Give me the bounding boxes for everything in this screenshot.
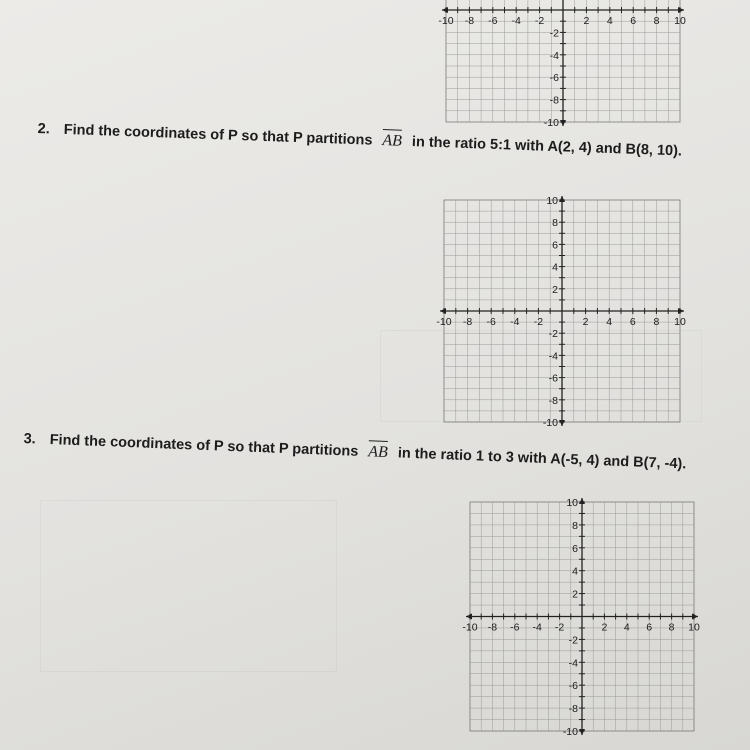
- x-tick-label: -8: [462, 316, 473, 328]
- y-tick-label: -4: [548, 350, 558, 363]
- problem-text: Find the coordinates of P so that P partitions: [63, 121, 373, 149]
- y-tick-label: 2: [572, 588, 578, 601]
- x-tick-label: -6: [510, 621, 520, 634]
- y-tick-label: -4: [568, 657, 578, 670]
- axis-arrow: [559, 196, 565, 202]
- grid-svg: [462, 494, 702, 739]
- x-tick-label: -6: [488, 15, 498, 27]
- axis-arrow: [560, 120, 566, 126]
- y-tick-label: 4: [572, 565, 578, 578]
- x-tick-label: -10: [438, 15, 454, 27]
- x-tick-label: 2: [583, 15, 590, 27]
- coordinate-grid: [462, 494, 702, 739]
- x-tick-label: -10: [436, 316, 452, 328]
- x-tick-label: 10: [688, 621, 700, 634]
- axis-arrow: [442, 7, 448, 13]
- y-tick-label: 8: [572, 519, 578, 532]
- x-tick-label: -4: [510, 316, 520, 328]
- segment-label: AB: [382, 132, 403, 150]
- problem-text: Find the coordinates of P so that P partitions: [49, 432, 359, 460]
- coordinate-grid: [438, 0, 688, 130]
- x-tick-label: -8: [487, 621, 498, 634]
- x-tick-label: -2: [533, 316, 544, 328]
- axis-arrow: [440, 308, 446, 314]
- x-tick-label: -2: [554, 621, 565, 634]
- problem-text-end: in the ratio 5:1 with A(2, 4) and B(8, 10).: [411, 134, 683, 160]
- y-tick-label: 6: [572, 542, 578, 555]
- x-tick-label: 6: [630, 15, 637, 27]
- segment-label: AB: [368, 443, 389, 461]
- x-tick-label: 2: [601, 621, 608, 634]
- y-tick-label: -8: [568, 703, 578, 716]
- y-tick-label: -8: [549, 94, 559, 107]
- y-tick-label: -8: [548, 394, 558, 407]
- x-tick-label: 4: [606, 15, 613, 27]
- problem-number: 2.: [37, 120, 51, 138]
- y-tick-label: 10: [546, 195, 558, 207]
- x-tick-label: 10: [674, 15, 686, 27]
- problem-number: 3.: [23, 430, 37, 448]
- coordinate-grid: [436, 192, 688, 430]
- x-tick-label: 8: [653, 15, 660, 27]
- x-tick-label: -8: [464, 15, 475, 27]
- x-tick-label: -6: [486, 316, 496, 328]
- x-tick-label: 4: [623, 621, 630, 634]
- y-tick-label: -2: [548, 328, 558, 341]
- y-tick-label: -10: [543, 117, 559, 129]
- grid-svg: [436, 192, 688, 430]
- y-tick-label: -6: [568, 680, 578, 693]
- y-tick-label: 10: [566, 497, 578, 509]
- bleed-through-shading: [40, 500, 337, 672]
- grid-svg: [438, 0, 688, 130]
- axis-arrow: [579, 498, 585, 504]
- x-tick-label: 6: [629, 316, 636, 328]
- x-tick-label: 2: [582, 316, 589, 328]
- axis-arrow: [579, 729, 585, 735]
- y-tick-label: -2: [568, 634, 578, 647]
- x-tick-label: 10: [674, 316, 686, 328]
- y-tick-label: -10: [542, 417, 558, 429]
- problem-3: [23, 430, 686, 473]
- x-tick-label: -4: [511, 15, 521, 27]
- x-tick-label: -2: [534, 15, 545, 27]
- axis-arrow: [678, 7, 684, 13]
- axis-arrow: [692, 614, 698, 620]
- problem-text-end: in the ratio 1 to 3 with A(-5, 4) and B(7, -4).: [397, 445, 687, 473]
- y-tick-label: -4: [549, 49, 559, 62]
- y-tick-label: -6: [549, 72, 559, 85]
- y-tick-label: 4: [552, 261, 558, 274]
- x-tick-label: 4: [606, 316, 613, 328]
- y-tick-label: -10: [562, 726, 578, 738]
- x-tick-label: 6: [646, 621, 653, 634]
- y-tick-label: -2: [549, 27, 559, 40]
- y-tick-label: -6: [548, 372, 558, 385]
- axis-arrow: [678, 308, 684, 314]
- axis-arrow: [559, 420, 565, 426]
- axis-arrow: [466, 614, 472, 620]
- y-tick-label: 8: [552, 217, 558, 230]
- y-tick-label: 6: [552, 239, 558, 252]
- x-tick-label: -10: [462, 621, 478, 634]
- y-tick-label: 2: [552, 283, 558, 296]
- x-tick-label: 8: [653, 316, 660, 328]
- x-tick-label: -4: [532, 621, 542, 634]
- x-tick-label: 8: [668, 621, 675, 634]
